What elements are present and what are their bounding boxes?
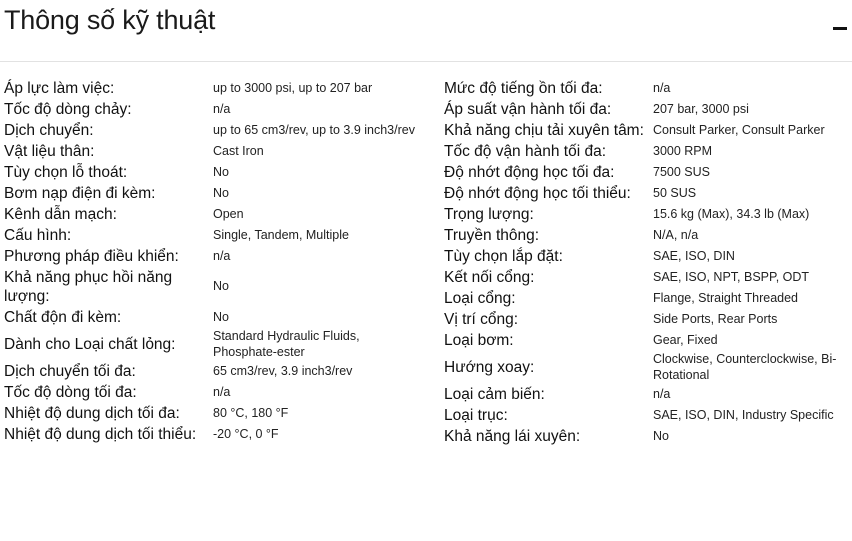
spec-row [444,267,852,288]
spec-value: n/a [653,80,671,95]
spec-value: No [213,185,229,200]
spec-value: 80 °C, 180 °F [213,405,289,420]
spec-value: No [213,309,229,324]
spec-value: No [213,164,229,179]
spec-value: Flange, Straight Threaded [653,290,799,305]
spec-row [444,288,852,309]
spec-label: Tùy chọn lắp đặt: [444,248,563,265]
spec-label: Truyền thông: [444,227,540,244]
spec-label: Áp lực làm việc: [4,80,115,97]
spec-row [444,309,852,330]
spec-label: Tốc độ dòng tối đa: [4,384,137,401]
spec-value: Cast Iron [213,143,264,158]
spec-label: Kết nối cổng: [444,269,535,286]
spec-value: n/a [213,248,231,263]
spec-label: Độ nhớt động học tối đa: [444,164,615,181]
spec-value: SAE, ISO, NPT, BSPP, ODT [653,269,810,284]
spec-value: Standard Hydraulic Fluids, Phosphate-ester [213,329,360,359]
spec-label: Vị trí cổng: [444,311,519,328]
spec-label: Loại trục: [444,407,508,424]
spec-row [444,204,852,225]
spec-row [444,78,852,99]
spec-value: No [653,428,669,443]
spec-label: Khả năng phục hồi năng lượng: [4,269,173,305]
spec-row [444,405,852,426]
minus-icon [833,27,847,30]
spec-value: N/A, n/a [653,227,699,242]
spec-label: Tốc độ dòng chảy: [4,101,132,118]
spec-row [4,361,424,382]
spec-row [444,162,852,183]
spec-value: SAE, ISO, DIN [653,248,735,263]
spec-row [4,403,424,424]
spec-row [4,162,424,183]
spec-label: Dịch chuyển: [4,122,94,139]
spec-row [444,330,852,351]
spec-row [4,307,424,328]
spec-row [444,183,852,204]
spec-row [444,426,852,447]
spec-label: Loại bơm: [444,332,514,349]
spec-label: Trọng lượng: [444,206,534,223]
spec-value: 7500 SUS [653,164,710,179]
spec-value: Gear, Fixed [653,332,718,347]
spec-row [4,246,424,267]
spec-label: Vật liệu thân: [4,143,95,160]
spec-label: Khả năng lái xuyên: [444,428,581,445]
spec-value: up to 65 cm3/rev, up to 3.9 inch3/rev [213,122,415,137]
specs-column-right [444,78,852,447]
spec-label: Độ nhớt động học tối thiểu: [444,185,631,202]
spec-row [4,120,424,141]
spec-row [4,141,424,162]
spec-row [444,246,852,267]
spec-value: n/a [213,384,231,399]
spec-label: Tùy chọn lỗ thoát: [4,164,128,181]
spec-row [4,78,424,99]
spec-label: Hướng xoay: [444,359,535,376]
spec-value: n/a [213,101,231,116]
collapse-button[interactable] [830,18,850,38]
spec-label: Kênh dẫn mạch: [4,206,117,223]
section-title: Thông số kỹ thuật [4,5,216,35]
spec-label: Khả năng chịu tải xuyên tâm: [444,122,644,139]
spec-value: SAE, ISO, DIN, Industry Specific [653,407,834,422]
spec-row [4,204,424,225]
spec-value: Open [213,206,244,221]
spec-label: Dành cho Loại chất lỏng: [4,336,176,353]
spec-value: No [213,279,229,294]
spec-row [4,382,424,403]
spec-label: Áp suất vận hành tối đa: [444,101,612,118]
spec-label: Tốc độ vận hành tối đa: [444,143,607,160]
spec-label: Loại cổng: [444,290,516,307]
specs-column-left [4,78,424,445]
spec-label: Mức độ tiếng ồn tối đa: [444,80,603,97]
spec-row [444,225,852,246]
spec-value: 15.6 kg (Max), 34.3 lb (Max) [653,206,810,221]
spec-row [4,183,424,204]
spec-value: -20 °C, 0 °F [213,426,279,441]
spec-value: 65 cm3/rev, 3.9 inch3/rev [213,363,353,378]
spec-label: Cấu hình: [4,227,72,244]
spec-label: Nhiệt độ dung dịch tối thiểu: [4,426,197,443]
spec-row [444,99,852,120]
spec-value: up to 3000 psi, up to 207 bar [213,80,373,95]
spec-row [4,99,424,120]
spec-value: Side Ports, Rear Ports [653,311,778,326]
spec-value: 207 bar, 3000 psi [653,101,749,116]
spec-row [444,384,852,405]
spec-value: Single, Tandem, Multiple [213,227,349,242]
spec-label: Phương pháp điều khiển: [4,248,179,265]
spec-value: n/a [653,386,671,401]
spec-value: 50 SUS [653,185,697,200]
spec-row [4,225,424,246]
spec-label: Dịch chuyển tối đa: [4,363,136,380]
spec-label: Nhiệt độ dung dịch tối đa: [4,405,180,422]
spec-row [4,424,424,445]
spec-row [4,328,424,361]
spec-label: Chất độn đi kèm: [4,309,122,326]
spec-value: Clockwise, Counterclockwise, Bi-Rotational [653,352,837,382]
spec-row [4,267,424,307]
spec-value: 3000 RPM [653,143,713,158]
section-header [0,0,852,62]
spec-label: Loại cảm biến: [444,386,545,403]
spec-row [444,141,852,162]
spec-value: Consult Parker, Consult Parker [653,122,825,137]
spec-label: Bơm nạp điện đi kèm: [4,185,156,202]
spec-row [444,120,852,141]
spec-row [444,351,852,384]
